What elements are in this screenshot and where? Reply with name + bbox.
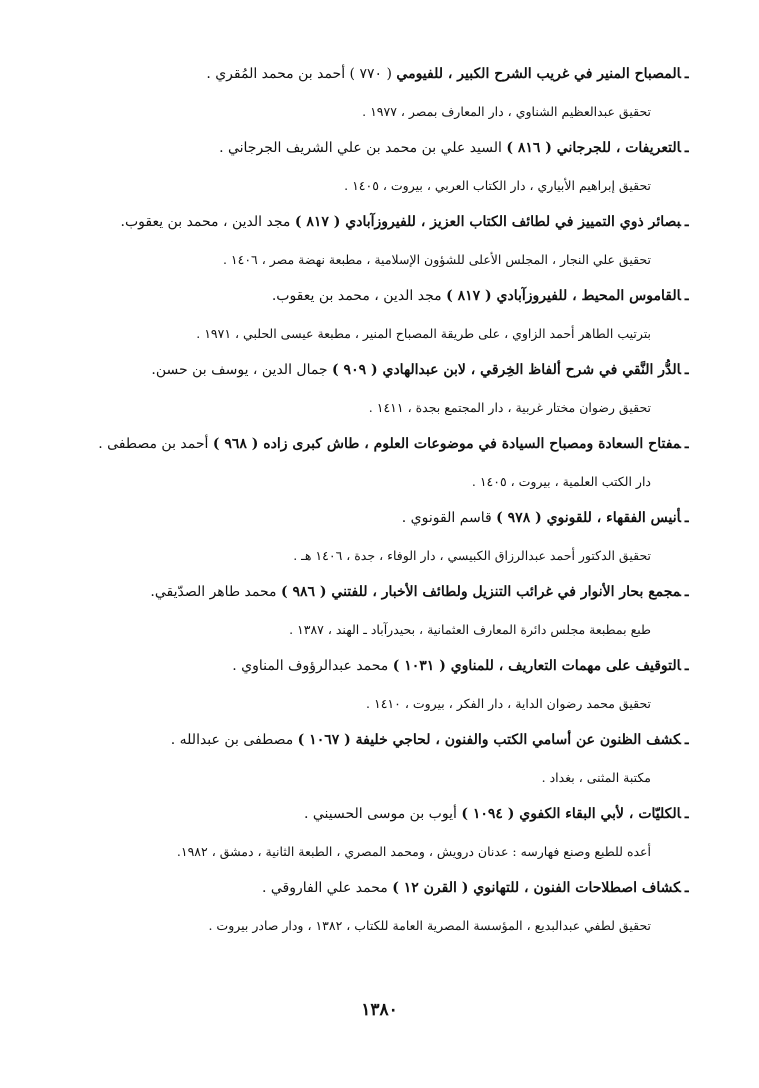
entry-dash: ـ <box>684 140 689 156</box>
entry-publication: مكتبة المثنى ، بغداد . <box>541 770 651 785</box>
entry-author: ( ٧٧٠ ) أحمد بن محمد المُقري . <box>206 66 392 82</box>
entry-title: كشاف اصطلاحات الفنون ، للتهانوي ( القرن ١٢ ) <box>392 880 681 896</box>
entry-title: أنيس الفقهاء ، للقونوي ( ٩٧٨ ) <box>496 510 681 526</box>
entry-title: التوقيف على مهمات التعاريف ، للمناوي ( ١٠٣١ ) <box>392 658 681 674</box>
entry-dash: ـ <box>684 436 689 452</box>
bibliography-entry <box>39 648 689 722</box>
bibliography-entry <box>39 278 689 352</box>
entry-title: بصائر ذوي التمييز في لطائف الكتاب العزيز ، للفيروزآبادي ( ٨١٧ ) <box>294 214 681 230</box>
entry-dash: ـ <box>684 806 689 822</box>
entry-publication: دار الكتب العلمية ، بيروت ، ١٤٠٥ . <box>471 474 651 489</box>
entry-dash: ـ <box>684 288 689 304</box>
entry-title: القاموس المحيط ، للفيروزآبادي ( ٨١٧ ) <box>446 288 681 304</box>
entry-title: كشف الظنون عن أسامي الكتب والفنون ، لحاجي خليفة ( ١٠٦٧ ) <box>297 732 681 748</box>
entry-publication: أعده للطبع وصنع فهارسه : عدنان درويش ، ومحمد المصري ، الطبعة الثانية ، دمشق ، ١٩٨٢. <box>176 844 651 859</box>
bibliography-entry <box>39 204 689 278</box>
entry-title: مفتاح السعادة ومصباح السيادة في موضوعات العلوم ، طاش كبرى زاده ( ٩٦٨ ) <box>212 436 681 452</box>
entry-title-line <box>39 352 689 389</box>
bibliography-entry <box>39 130 689 204</box>
entry-title-line <box>39 500 689 537</box>
entry-title-line <box>39 722 689 759</box>
entry-author: أحمد بن مصطفى . <box>98 436 209 452</box>
bibliography-entry <box>39 870 689 944</box>
entry-title-line <box>39 648 689 685</box>
bibliography-entry <box>39 426 689 500</box>
entry-title: الكليّات ، لأبي البقاء الكفوي ( ١٠٩٤ ) <box>461 806 681 822</box>
entry-publication: طبع بمطبعة مجلس دائرة المعارف العثمانية ، بحيدرآباد ـ الهند ، ١٣٨٧ . <box>289 622 651 637</box>
entry-publication: تحقيق عبدالعظيم الشناوي ، دار المعارف بمصر ، ١٩٧٧ . <box>362 104 651 119</box>
entry-title: الدُّر النَّقي في شرح ألفاظ الخِرقي ، لابن عبدالهادي ( ٩٠٩ ) <box>332 362 681 378</box>
entry-dash: ـ <box>684 658 689 674</box>
entry-title: المصباح المنير في غريب الشرح الكبير ، للفيومي <box>396 66 681 82</box>
entry-publication: بترتيب الطاهر أحمد الزاوي ، على طريقة المصباح المنير ، مطبعة عيسى الحلبي ، ١٩٧١ . <box>196 326 651 341</box>
entry-dash: ـ <box>684 510 689 526</box>
bibliography-entry <box>39 796 689 870</box>
entry-title-line <box>39 796 689 833</box>
entry-title: التعريفات ، للجرجاني ( ٨١٦ ) <box>506 140 681 156</box>
entry-title-line <box>39 278 689 315</box>
entry-author: مجد الدين ، محمد بن يعقوب. <box>271 288 442 304</box>
entry-author: جمال الدين ، يوسف بن حسن. <box>151 362 328 378</box>
bibliography-entry <box>39 500 689 574</box>
entry-author: محمد عبدالرؤوف المناوي . <box>232 658 389 674</box>
entry-author: محمد طاهر الصدّيقي. <box>150 584 277 600</box>
entry-title: مجمع بحار الأنوار في غرائب التنزيل ولطائف الأخبار ، للفتني ( ٩٨٦ ) <box>280 584 681 600</box>
entry-publication: تحقيق الدكتور أحمد عبدالرزاق الكبيسي ، دار الوفاء ، جدة ، ١٤٠٦ هـ . <box>293 548 651 563</box>
entry-dash: ـ <box>684 362 689 378</box>
entry-author: مصطفى بن عبدالله . <box>170 732 294 748</box>
page-number: ١٣٨٠ <box>361 1000 398 1020</box>
entry-publication: تحقيق إبراهيم الأبياري ، دار الكتاب العربي ، بيروت ، ١٤٠٥ . <box>344 178 651 193</box>
entry-author: السيد علي بن محمد بن علي الشريف الجرجاني . <box>219 140 502 156</box>
bibliography-entry <box>39 56 689 130</box>
entry-publication: تحقيق محمد رضوان الداية ، دار الفكر ، بيروت ، ١٤١٠ . <box>366 696 651 711</box>
entry-title-line <box>39 426 689 463</box>
entry-dash: ـ <box>684 214 689 230</box>
entry-author: قاسم القونوي . <box>401 510 492 526</box>
entry-publication: تحقيق لطفي عبدالبديع ، المؤسسة المصرية العامة للكتاب ، ١٣٨٢ ، ودار صادر بيروت . <box>208 918 651 933</box>
entry-author: محمد علي الفاروقي . <box>261 880 388 896</box>
entry-title-line <box>39 56 689 93</box>
entry-publication: تحقيق علي النجار ، المجلس الأعلى للشؤون الإسلامية ، مطبعة نهضة مصر ، ١٤٠٦ . <box>222 252 651 267</box>
entry-author: أيوب بن موسى الحسيني . <box>303 806 457 822</box>
entry-dash: ـ <box>684 732 689 748</box>
entry-publication: تحقيق رضوان مختار غربية ، دار المجتمع بجدة ، ١٤١١ . <box>368 400 651 415</box>
entry-title-line <box>39 870 689 907</box>
bibliography-list <box>39 56 689 944</box>
bibliography-entry <box>39 574 689 648</box>
bibliography-entry <box>39 722 689 796</box>
bibliography-entry <box>39 352 689 426</box>
entry-title-line <box>39 130 689 167</box>
entry-author: مجد الدين ، محمد بن يعقوب. <box>120 214 291 230</box>
entry-dash: ـ <box>684 880 689 896</box>
entry-dash: ـ <box>684 584 689 600</box>
entry-dash: ـ <box>684 66 689 82</box>
entry-title-line <box>39 204 689 241</box>
entry-title-line <box>39 574 689 611</box>
